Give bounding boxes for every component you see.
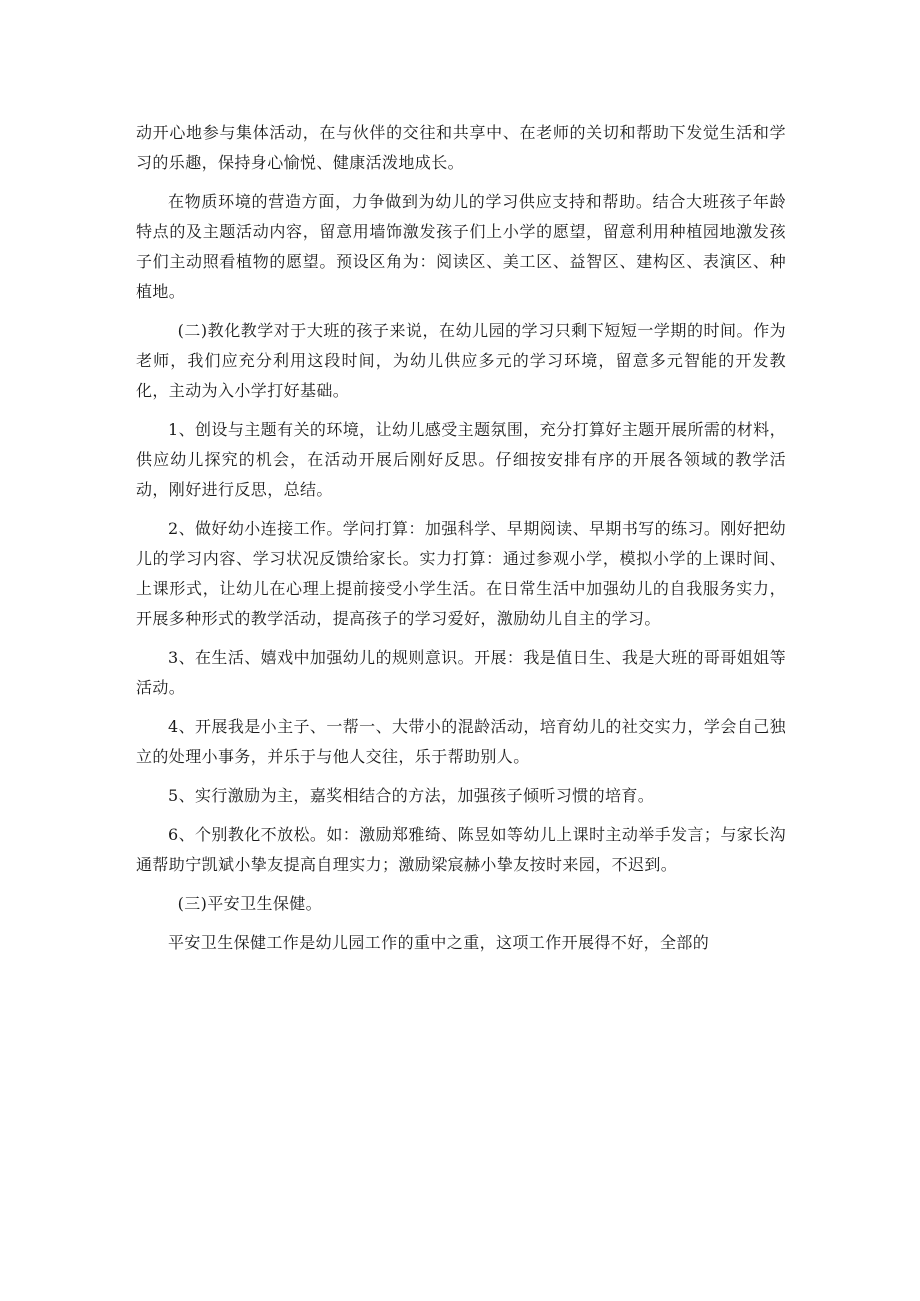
paragraph-item-2: 2、做好幼小连接工作。学问打算：加强科学、早期阅读、早期书写的练习。刚好把幼儿的学习内容、学习状况反馈给家长。实力打算：通过参观小学，模拟小学的上课时间、上课形式，让幼儿在心理上提前接受小学生活。在日常生活中加强幼儿的自我服务实力，开展多种形式的教学活动，提高孩子的学习爱好，激励幼儿自主的学习。 [136,519,786,628]
paragraph-safety: 平安卫生保健工作是幼儿园工作的重中之重，这项工作开展得不好，全部的 [168,933,710,952]
paragraph-item-1: 1、创设与主题有关的环境，让幼儿感受主题氛围，充分打算好主题开展所需的材料，供应幼儿探究的机会，在活动开展后刚好反思。仔细按安排有序的开展各领域的教学活动，刚好进行反思，总结。 [136,420,786,499]
paragraph-continuation: 动开心地参与集体活动，在与伙伴的交往和共享中、在老师的关切和帮助下发觉生活和学习的乐趣，保持身心愉悦、健康活泼地成长。 [136,123,786,172]
document-page [136,118,786,967]
paragraph-item-4: 4、开展我是小主子、一帮一、大带小的混龄活动，培育幼儿的社交实力，学会自己独立的处理小事务，并乐于与他人交往，乐于帮助别人。 [136,717,786,766]
paragraph-item-5: 5、实行激励为主，嘉奖相结合的方法，加强孩子倾听习惯的培育。 [168,786,655,805]
paragraph-item-3: 3、在生活、嬉戏中加强幼儿的规则意识。开展：我是值日生、我是大班的哥哥姐姐等活动。 [136,648,786,697]
paragraph-section-three: (三)平安卫生保健。 [177,894,323,913]
paragraph-environment: 在物质环境的营造方面，力争做到为幼儿的学习供应支持和帮助。结合大班孩子年龄特点的及主题活动内容，留意用墙饰激发孩子们上小学的愿望，留意利用种植园地激发孩子们主动照看植物的愿望。预设区角为：阅读区、美工区、益智区、建构区、表演区、种植地。 [136,192,786,301]
paragraph-item-6: 6、个别教化不放松。如：激励郑雅绮、陈昱如等幼儿上课时主动举手发言；与家长沟通帮助宁凯斌小挚友提高自理实力；激励梁宸赫小挚友按时来园，不迟到。 [136,825,786,874]
paragraph-section-two: (二)教化教学对于大班的孩子来说，在幼儿园的学习只剩下短短一学期的时间。作为老师，我们应充分利用这段时间，为幼儿供应多元的学习环境，留意多元智能的开发教化，主动为入小学打好基础。 [136,321,786,400]
